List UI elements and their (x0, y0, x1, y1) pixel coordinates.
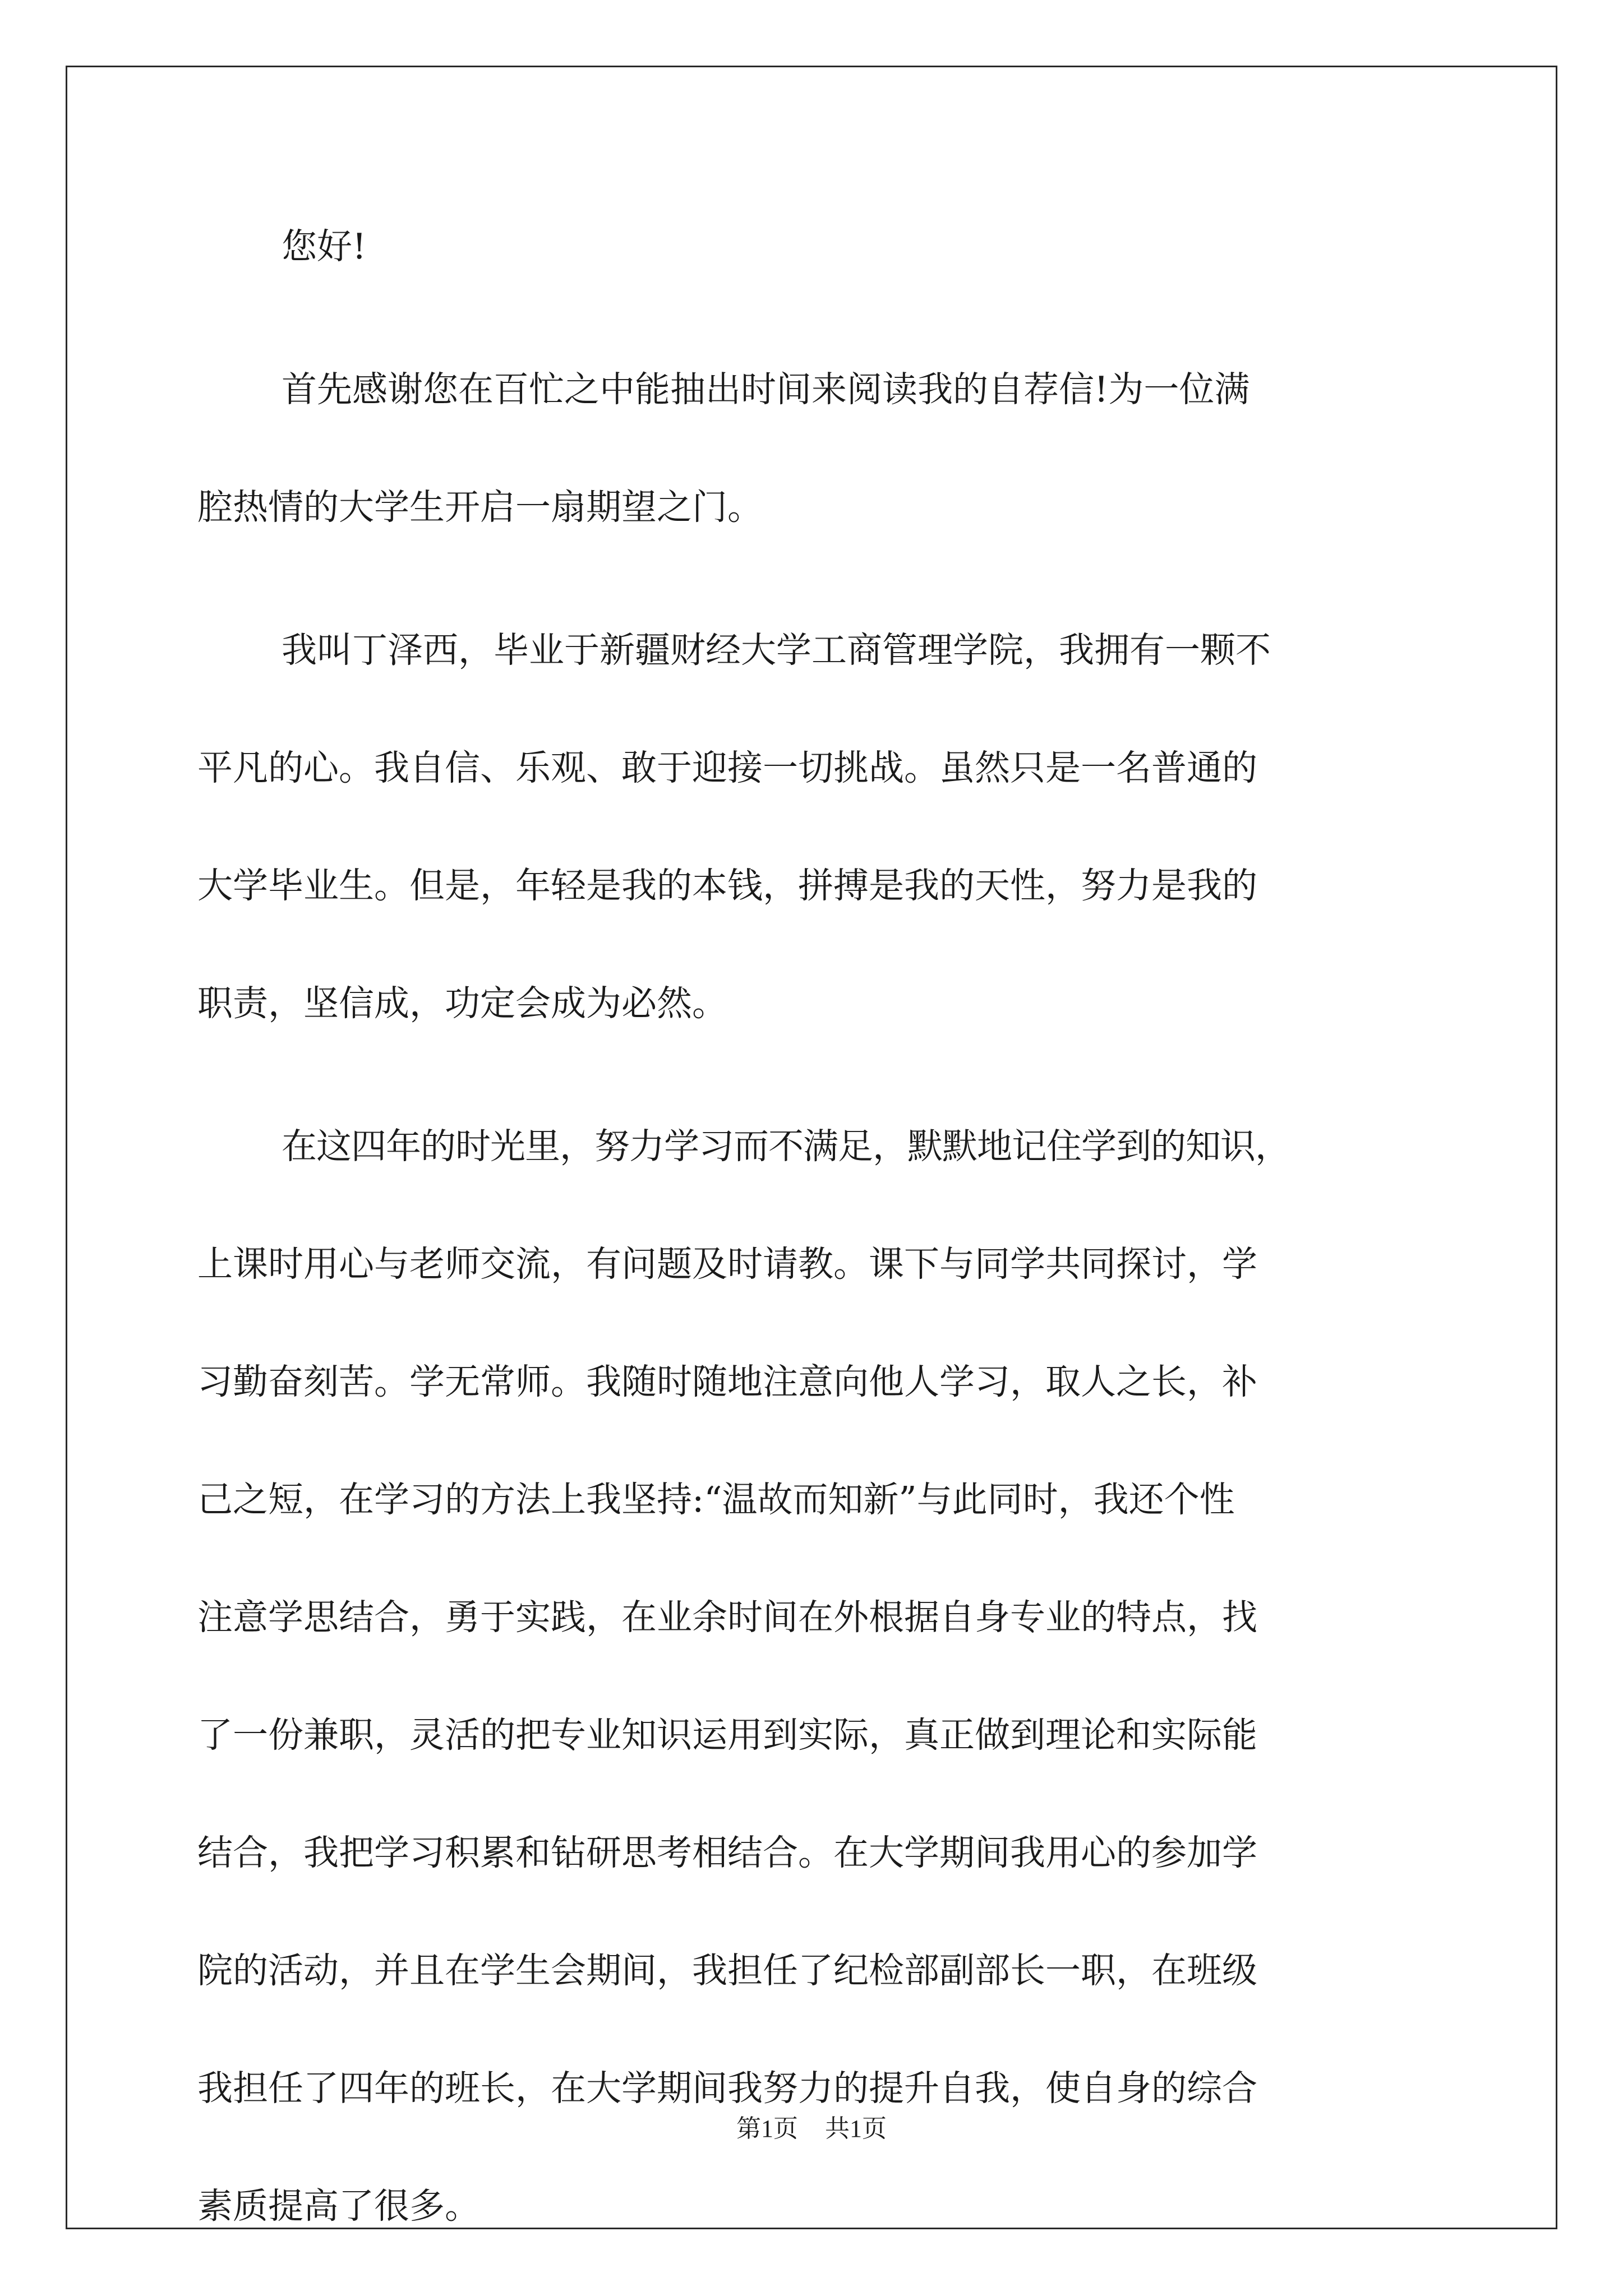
paragraph-line: 我叫丁泽西，毕业于新疆财经大学工商管理学院，我拥有一颗不 (282, 630, 1271, 671)
paragraph-line: 上课时用心与老师交流，有问题及时请教。课下与同学共同探讨，学 (197, 1244, 1257, 1285)
paragraph-line: 职责，坚信成，功定会成为必然。 (197, 983, 727, 1024)
paragraph-line: 素质提高了很多。 (197, 2186, 480, 2226)
paragraph-line: 结合，我把学习积累和钻研思考相结合。在大学期间我用心的参加学 (197, 1832, 1257, 1873)
page-footer (0, 2108, 1623, 2144)
greeting-line: 您好! (282, 226, 367, 267)
paragraph-line: 大学毕业生。但是，年轻是我的本钱，拼搏是我的天性，努力是我的 (197, 865, 1257, 906)
paragraph-line: 院的活动，并且在学生会期间，我担任了纪检部副部长一职，在班级 (197, 1950, 1257, 1991)
paragraph-line: 腔热情的大学生开启一扇期望之门。 (197, 487, 763, 528)
paragraph-line: 习勤奋刻苦。学无常师。我随时随地注意向他人学习，取人之长，补 (197, 1361, 1257, 1402)
paragraph-line: 了一份兼职，灵活的把专业知识运用到实际，真正做到理论和实际能 (197, 1715, 1257, 1756)
paragraph-line: 我担任了四年的班长，在大学期间我努力的提升自我，使自身的综合 (197, 2068, 1257, 2109)
paragraph-line: 首先感谢您在百忙之中能抽出时间来阅读我的自荐信!为一位满 (282, 369, 1250, 410)
paragraph-line: 平凡的心。我自信、乐观、敢于迎接一切挑战。虽然只是一名普通的 (197, 747, 1257, 788)
paragraph-line: 己之短，在学习的方法上我坚持:“温故而知新”与此同时，我还个性 (197, 1479, 1235, 1520)
page-number-current: 第1页 (736, 2115, 798, 2142)
page-number-total: 共1页 (825, 2115, 887, 2142)
letter-body (197, 219, 1427, 2296)
paragraph-line: 在这四年的时光里，努力学习而不满足，默默地记住学到的知识， (282, 1126, 1290, 1167)
paragraph-line: 注意学思结合，勇于实践，在业余时间在外根据自身专业的特点，找 (197, 1597, 1257, 1638)
